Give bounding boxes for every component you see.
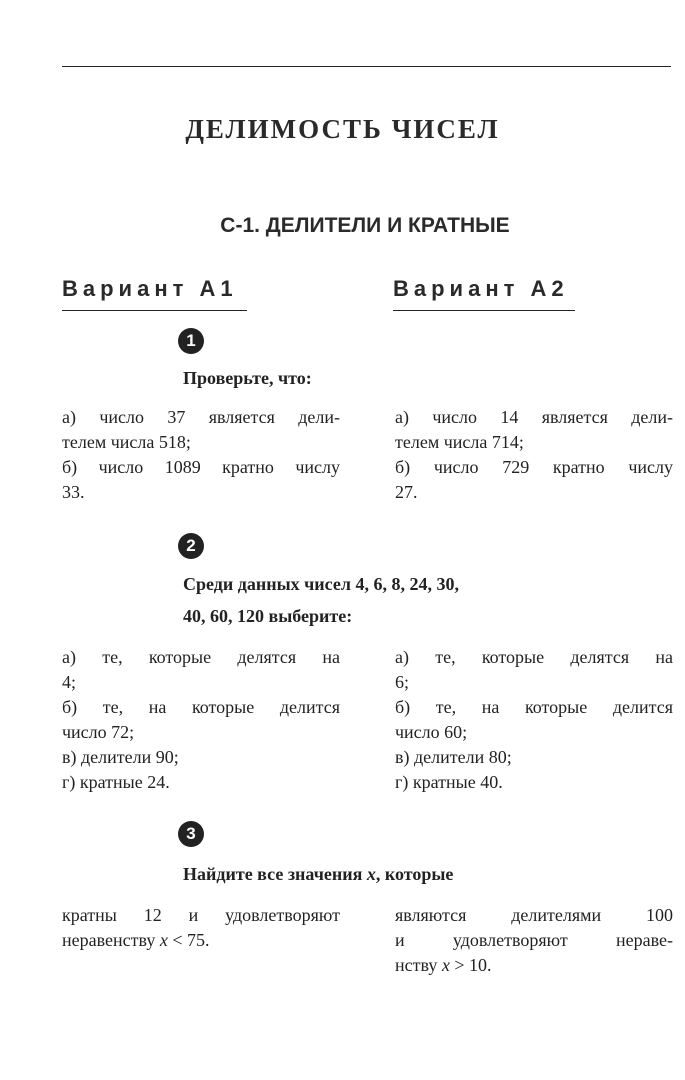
task-3-variant-a1 [62,903,340,953]
text-line: 33. [62,482,85,502]
variable-x: x [159,930,168,950]
task-1-variant-a1 [62,405,340,505]
chapter-title: ДЕЛИМОСТЬ ЧИСЕЛ [185,114,500,144]
text-line: а) те, которые делятся на [395,647,673,667]
text-line: число 72; [62,722,135,742]
variable-x: x [366,864,376,884]
variant-a2-heading: Вариант А2 [393,276,575,311]
task-3-variant-a2 [395,903,673,978]
text-line: в) делители 80; [395,747,512,767]
task-3-prompt [183,858,603,890]
task-3-prompt-pre: Найдите все значения [183,864,367,884]
text-line: г) кратные 40. [395,772,503,792]
text-line: а) число 37 является дели- [62,407,340,427]
text-line: 6; [395,672,410,692]
text-line: число 60; [395,722,468,742]
task-3-prompt-post: , которые [375,864,454,884]
section-title: С-1. ДЕЛИТЕЛИ И КРАТНЫЕ [220,214,510,237]
text-line: в) делители 90; [62,747,179,767]
task-2-prompt [183,568,603,632]
task-number-badge: 3 [178,821,204,847]
text-line: неравенству x < 75. [62,930,210,950]
task-2-variant-a1 [62,645,340,795]
text-line: б) число 729 кратно числу [395,457,673,477]
variable-x: x [441,955,450,975]
task-number-badge: 1 [178,328,204,354]
task-number-badge: 2 [178,533,204,559]
top-rule [62,66,671,67]
variant-a1-heading: Вариант А1 [62,276,247,311]
text-line: являются делителями 100 [395,905,673,925]
task-2-variant-a2 [395,645,673,795]
text-line: нству x > 10. [395,955,492,975]
text-line: б) те, на которые делится [395,697,673,717]
task-1-prompt: Проверьте, что: [183,368,312,388]
text-line: г) кратные 24. [62,772,170,792]
text-line: кратны 12 и удовлетворяют [62,905,340,925]
text-line: и удовлетворяют нераве- [395,930,673,950]
text-line: а) те, которые делятся на [62,647,340,667]
text-line: телем числа 518; [62,432,191,452]
text-line: а) число 14 является дели- [395,407,673,427]
text-line: б) те, на которые делится [62,697,340,717]
task-2-prompt-line1: Среди данных чисел 4, 6, 8, 24, 30, [183,574,459,594]
task-1-variant-a2 [395,405,673,505]
text-line: 4; [62,672,77,692]
text-line: б) число 1089 кратно числу [62,457,340,477]
text-line: 27. [395,482,418,502]
text-line: телем числа 714; [395,432,524,452]
task-2-prompt-line2: 40, 60, 120 выберите: [183,606,353,626]
